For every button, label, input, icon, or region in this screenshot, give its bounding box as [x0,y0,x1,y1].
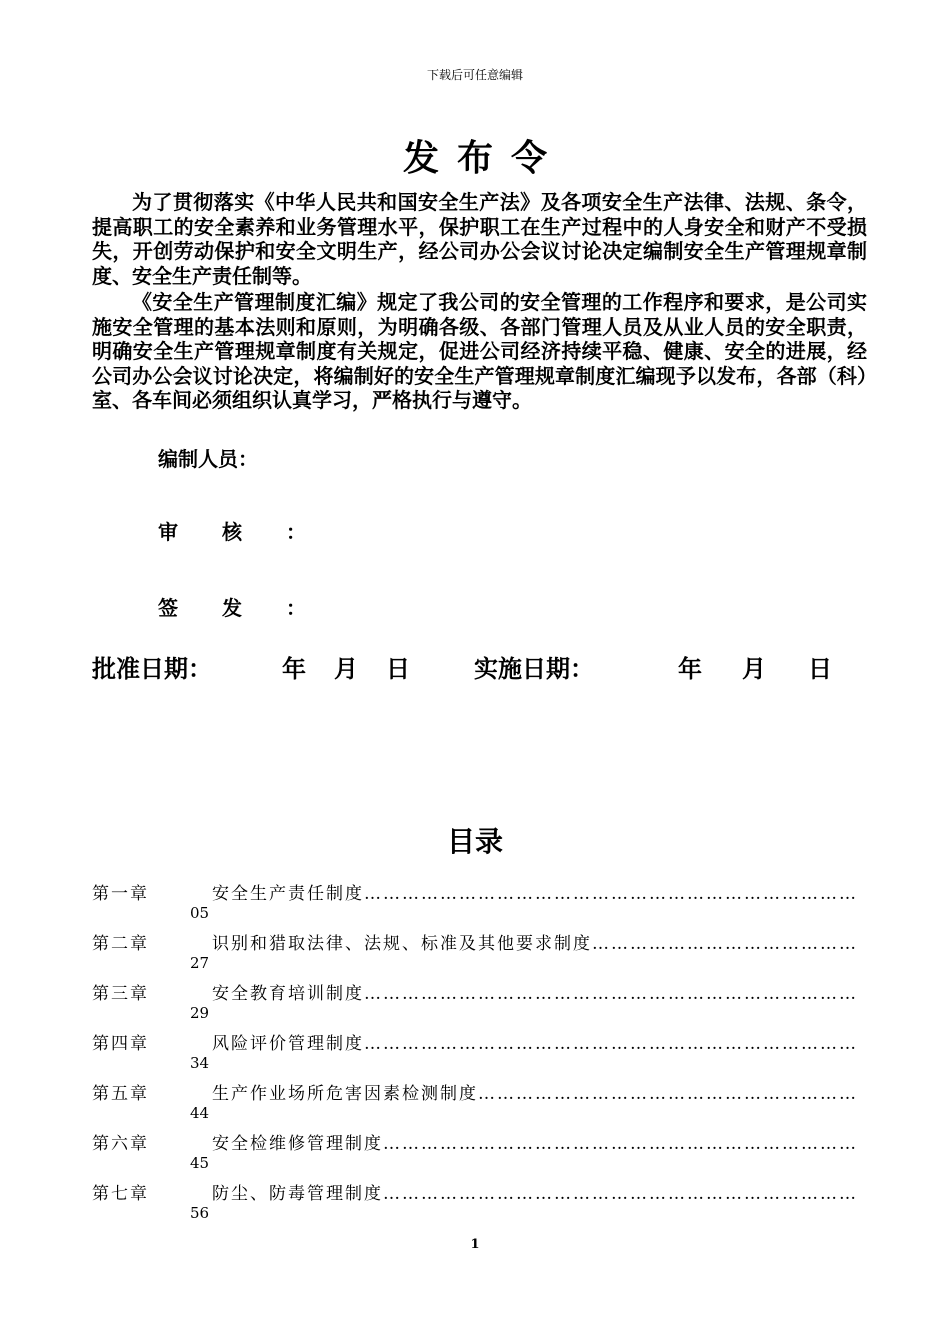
paragraph-1: 为了贯彻落实《中华人民共和国安全生产法》及各项安全生产法律、法规、条令，提高职工的安全素养和业务管理水平，保护职工在生产过程中的人身安全和财产不受损失，开创劳动保护和安全文明生产，经公司办公会议讨论决定编制安全生产管理规章制度、安全生产责任制等。 [92,190,867,288]
toc-page: 44 [190,1104,210,1122]
implement-month: 月 [742,655,766,683]
signature-issue-label: 签发： [158,596,350,620]
toc-page: 05 [190,904,210,922]
toc-name: 安全检维修管理制度 ………………………………………………………………………………………………………………………… [212,1129,858,1154]
toc-chapter: 第二章 [92,934,149,954]
toc-item[interactable] [92,1029,858,1079]
toc-name: 生产作业场所危害因素检测制度 ………………………………………………………………………………………………………………………… [212,1079,858,1104]
toc-chapter: 第四章 [92,1034,149,1054]
toc-item[interactable] [92,1179,858,1229]
toc-chapter: 第六章 [92,1134,149,1154]
toc-item[interactable] [92,1129,858,1179]
approval-year: 年 [282,655,306,683]
page-number: 1 [470,1237,480,1252]
toc-item[interactable] [92,879,858,929]
page-title: 发布令 [402,138,565,179]
signature-review-label: 审核： [158,520,350,544]
toc-page: 45 [190,1154,210,1172]
signature-editor-label: 编制人员： [158,447,258,471]
paragraph-2: 《安全生产管理制度汇编》规定了我公司的安全管理的工作程序和要求，是公司实施安全管理的基本法则和原则，为明确各级、各部门管理人员及从业人员的安全职责，明确安全生产管理规章制度有关规定，促进公司经济持续平稳、健康、安全的进展，经公司办公会议讨论决定，将编制好的安全生产管理规章制度汇编现予以发布，各部（科）室、各车间必须组织认真学习，严格执行与遵守。 [92,290,867,412]
implement-year: 年 [678,655,702,683]
toc-item[interactable] [92,979,858,1029]
toc-name: 识别和猎取法律、法规、标准及其他要求制度 ………………………………………………………………………………………………………………………… [212,929,858,954]
implement-day: 日 [808,655,832,683]
date-line [92,649,892,683]
implement-date-label: 实施日期： [474,655,594,683]
toc-title: 目录 [446,825,503,858]
approval-day: 日 [386,655,410,683]
toc-page: 27 [190,954,210,972]
toc-name: 防尘、防毒管理制度 ………………………………………………………………………………………………………………………… [212,1179,858,1204]
header-note: 下载后可任意编辑 [426,68,523,82]
toc-page: 29 [190,1004,210,1022]
toc-chapter: 第七章 [92,1184,149,1204]
toc-item[interactable] [92,1079,858,1129]
toc-name: 安全生产责任制度 ………………………………………………………………………………………………………………………… [212,879,858,904]
toc-chapter: 第五章 [92,1084,149,1104]
toc-page: 56 [190,1204,210,1222]
toc-name: 安全教育培训制度 ………………………………………………………………………………………………………………………… [212,979,858,1004]
approval-date-label: 批准日期： [92,655,212,683]
toc-page: 34 [190,1054,210,1072]
approval-month: 月 [334,655,358,683]
toc-name: 风险评价管理制度 ………………………………………………………………………………………………………………………… [212,1029,858,1054]
toc-chapter: 第一章 [92,884,149,904]
toc-chapter: 第三章 [92,984,149,1004]
toc-item[interactable] [92,929,858,979]
